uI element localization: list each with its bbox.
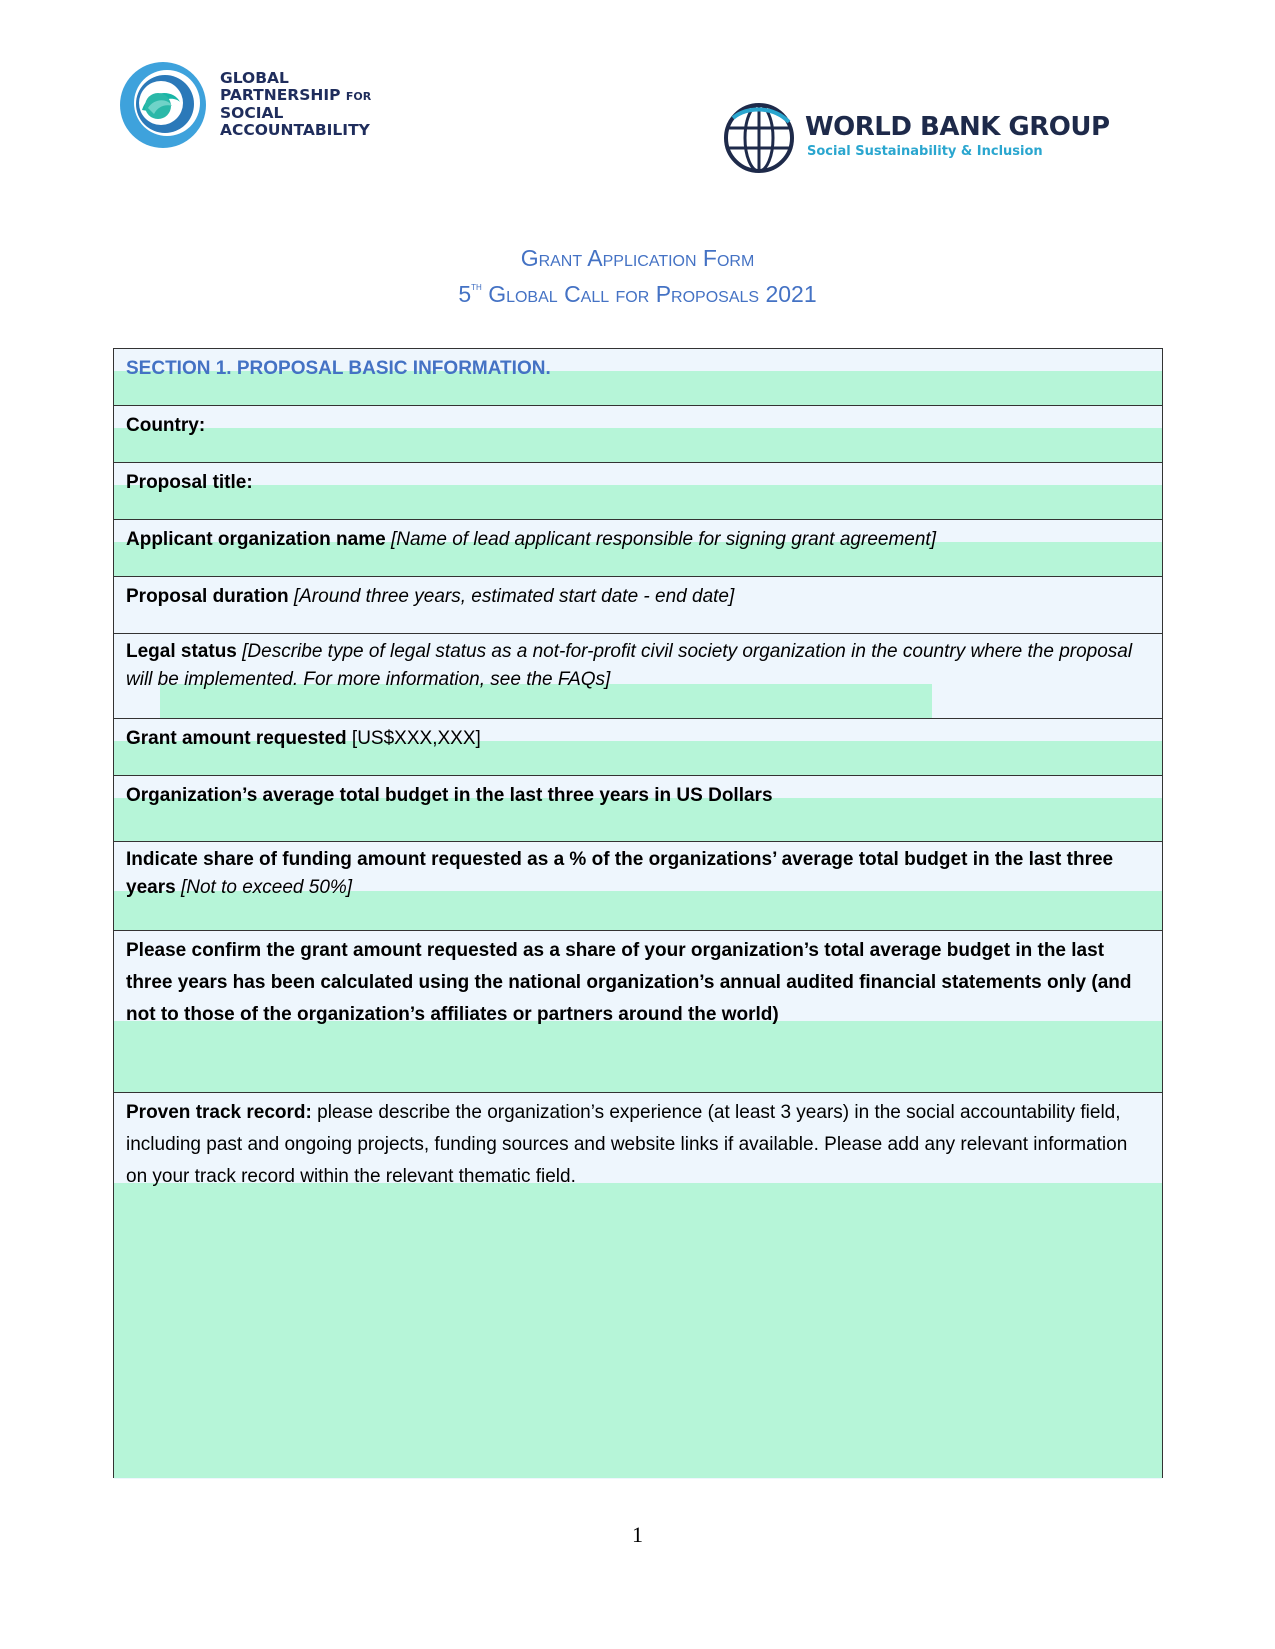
budget-label: Organization’s average total budget in the last three years in US Dollars	[126, 785, 773, 806]
track-record-label: Proven track record: please describe the organization’s experience (at least 3 years) in the social accountability field, including past and ongoing projects, funding sources and website links if available. Please add any relevant information on your track record within the relevant thematic field.	[126, 1102, 1128, 1187]
proposal-title-label: Proposal title:	[126, 472, 253, 493]
application-form	[113, 348, 1163, 1478]
world-bank-logo	[723, 100, 1110, 175]
confirm-field[interactable]	[114, 1021, 1162, 1092]
applicant-row	[114, 520, 1162, 577]
share-row	[114, 842, 1162, 931]
wbg-subtitle: Social Sustainability & Inclusion	[807, 144, 1043, 159]
applicant-label: Applicant organization name [Name of lead applicant responsible for signing grant agreement]	[126, 529, 936, 550]
gpsa-swirl-icon	[118, 60, 208, 150]
confirm-label: Please confirm the grant amount requested as a share of your organization’s total average budget in the last three years has been calculated using the national organization’s annual audited financial statements only (and not to those of the organization’s affiliates or partners around the world)	[126, 940, 1132, 1025]
gpsa-logo	[118, 60, 408, 152]
track-record-row	[114, 1093, 1162, 1479]
form-title: Grant Application Form	[520, 245, 755, 271]
section-title: SECTION 1. PROPOSAL BASIC INFORMATION.	[126, 358, 551, 379]
legal-status-row	[114, 634, 1162, 719]
proposal-title-row	[114, 463, 1162, 520]
confirm-row	[114, 931, 1162, 1093]
track-record-field[interactable]	[114, 1183, 1162, 1478]
duration-label: Proposal duration [Around three years, estimated start date - end date]	[126, 586, 735, 607]
grant-amount-row	[114, 719, 1162, 776]
globe-icon	[723, 102, 795, 174]
duration-row	[114, 577, 1162, 634]
share-label: Indicate share of funding amount requested as a % of the organizations’ average total budget in the last three years [Not to exceed 50%]	[126, 849, 1114, 898]
country-row	[114, 406, 1162, 463]
budget-row	[114, 776, 1162, 842]
wbg-title: WORLD BANK GROUP	[805, 112, 1110, 142]
country-label: Country:	[126, 415, 206, 436]
form-subtitle: 5th Global Call for Proposals 2021	[458, 279, 817, 307]
gpsa-wordmark: GLOBAL PARTNERSHIP FOR SOCIAL ACCOUNTABILITY	[220, 69, 372, 139]
page-number: 1	[632, 1522, 643, 1547]
grant-amount-label: Grant amount requested [US$XXX,XXX]	[126, 728, 481, 749]
legal-status-label: Legal status [Describe type of legal status as a not-for-profit civil society organization in the country where the proposal will be implemented. For more information, see the FAQs]	[126, 641, 1133, 690]
section-header-row	[114, 349, 1162, 406]
